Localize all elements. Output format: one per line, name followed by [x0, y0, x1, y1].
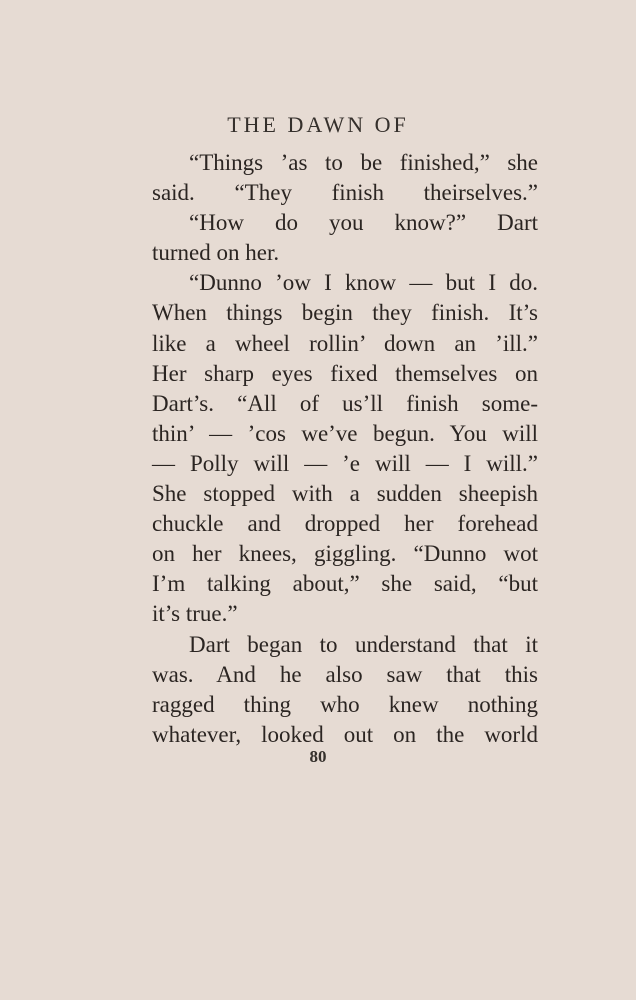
- text-line: whatever, looked out on the world: [152, 721, 538, 747]
- text-line: “Dunno ’ow I know — but I do.: [189, 270, 538, 296]
- text-line: chuckle and dropped her forehead: [152, 511, 538, 537]
- page-number: 80: [309, 747, 327, 766]
- text-line: turned on her.: [152, 240, 280, 266]
- text-line: Dart began to understand that it: [189, 631, 538, 657]
- text-line: ragged thing who knew nothing: [152, 691, 538, 717]
- text-line: “Things ’as to be finished,” she: [189, 150, 538, 175]
- text-line: Her sharp eyes fixed themselves on: [152, 360, 538, 386]
- text-line: Dart’s. “All of us’ll finish some-: [152, 390, 538, 416]
- text-line: She stopped with a sudden sheepish: [152, 481, 538, 507]
- text-line: When things begin they finish. It’s: [152, 300, 538, 326]
- body-text: [152, 148, 538, 750]
- text-line: like a wheel rollin’ down an ’ill.”: [152, 330, 538, 356]
- text-line: was. And he also saw that this: [152, 661, 538, 687]
- text-line: — Polly will — ’e will — I will.”: [152, 450, 538, 476]
- text-line: it’s true.”: [152, 601, 238, 627]
- running-head: THE DAWN OF: [227, 112, 409, 137]
- text-line: I’m talking about,” she said, “but: [152, 571, 538, 597]
- text-line: thin’ — ’cos we’ve begun. You will: [152, 420, 538, 446]
- text-line: on her knees, giggling. “Dunno wot: [152, 541, 538, 567]
- text-line: said. “They finish theirselves.”: [152, 180, 538, 206]
- text-line: “How do you know?” Dart: [189, 210, 538, 236]
